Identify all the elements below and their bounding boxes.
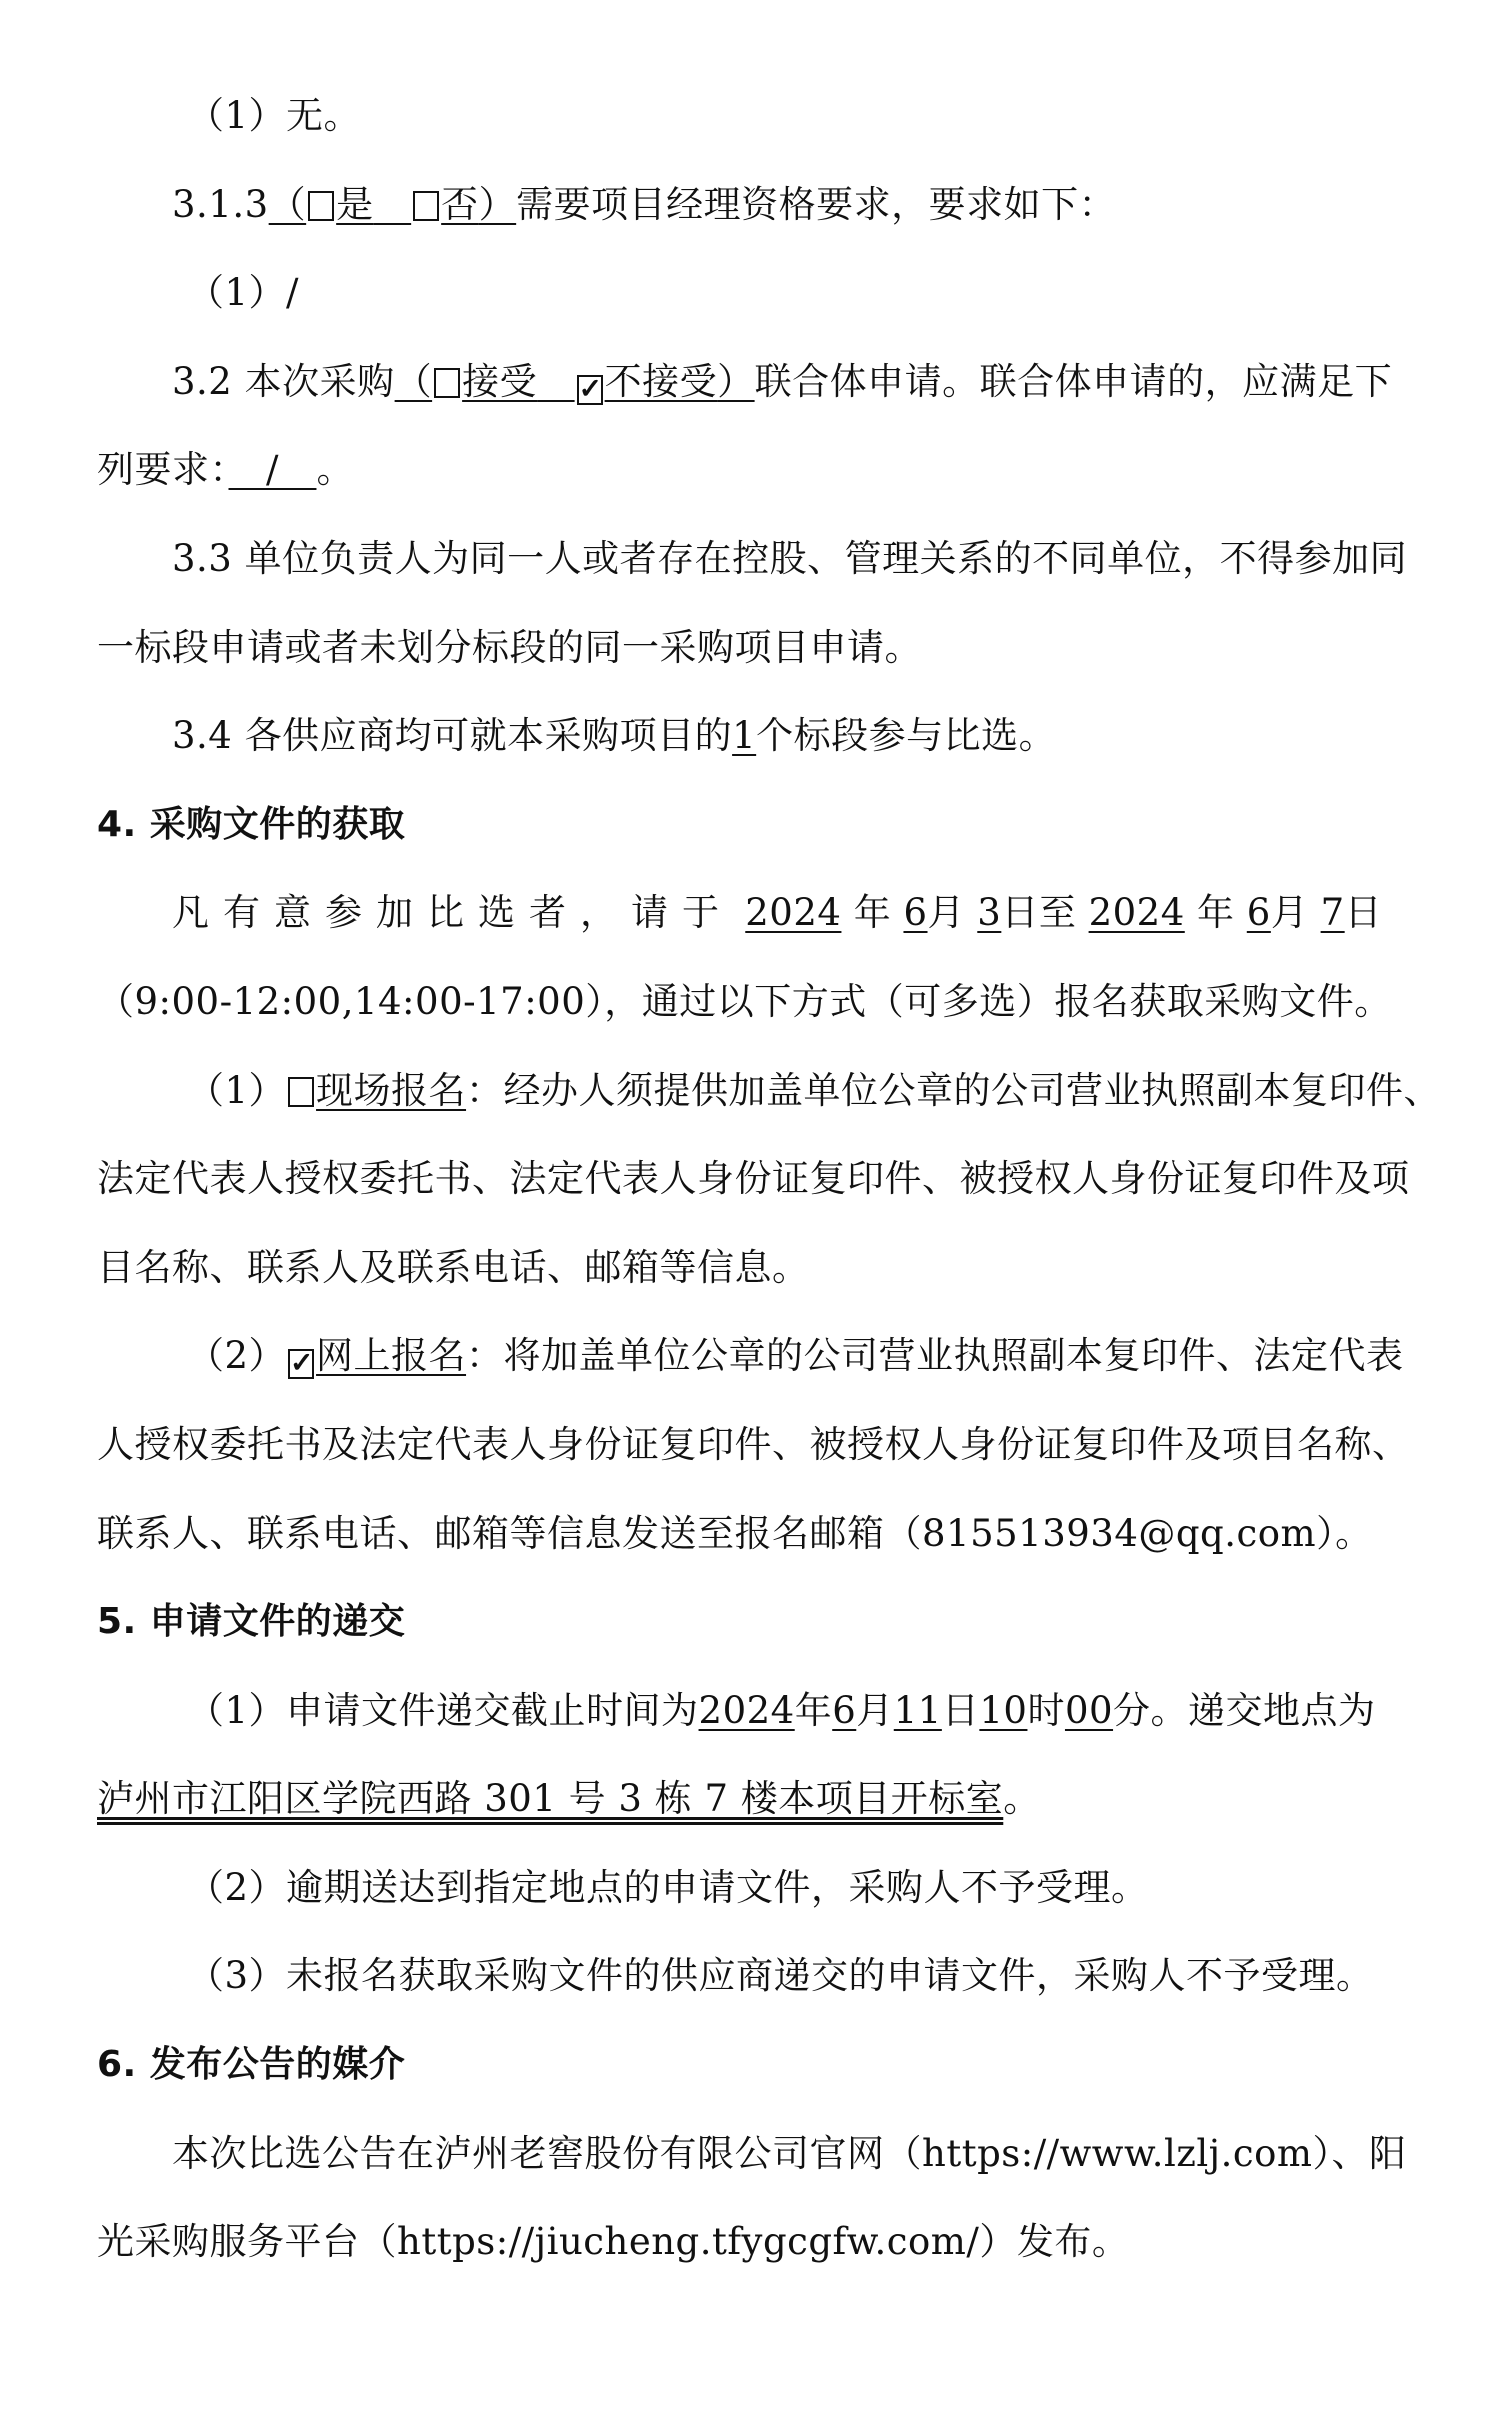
paren-close: ） [478,182,517,226]
text: 时 [1027,1688,1065,1732]
yes-no-options [269,183,517,226]
text: 日 [941,1688,980,1732]
accept-options [395,360,755,403]
checkbox-checked-icon[interactable]: ✓ [578,371,603,405]
online-registration-cont1: 人授权委托书及法定代表人身份证复印件、被授权人身份证复印件及项目名称、 [97,1422,1410,1466]
section-5-heading: 5. 申请文件的递交 [97,1601,406,1643]
clause-text: 需要项目经理资格要求，要求如下： [516,182,1117,226]
deadline-hour: 10 [979,1688,1028,1732]
consortium-line [97,338,1415,427]
paren-open: （ [394,359,433,403]
option-label: 网上报名 [316,1334,467,1378]
text: 月 [927,891,966,935]
text: 分。递交地点为 [1113,1688,1376,1732]
media-line1: 本次比选公告在泸州老窖股份有限公司官网（https://www.lzlj.com）、阳 [172,2131,1407,2175]
checkbox-unchecked-icon[interactable] [288,1077,314,1107]
checkbox-unchecked-icon[interactable] [434,368,460,398]
start-year: 2024 [745,891,842,935]
onsite-registration [97,1047,1442,1136]
blank-value: / [228,448,317,492]
submission-deadline [97,1667,1415,1756]
item-number: （2） [187,1334,287,1378]
line-slash: （1）/ [187,271,300,315]
text: 年 [1197,891,1235,935]
text: 月 [856,1688,894,1732]
item-number: （1） [187,1068,287,1112]
text: 。 [316,448,354,492]
late-submission-note: （2）逾期送达到指定地点的申请文件，采购人不予受理。 [187,1865,1149,1909]
registration-hours: （9:00-12:00,14:00-17:00），通过以下方式（可多选）报名获取采购文件。 [97,979,1392,1023]
end-month: 6 [1246,891,1271,935]
option-accept: 接受 [462,359,538,403]
requirements-line [97,426,1415,515]
clause-number: 3.2 本次采购 [172,359,395,403]
paren-close: ） [717,359,755,403]
checkbox-checked-icon[interactable]: ✓ [290,1346,315,1380]
online-registration [97,1312,1415,1401]
line-none: （1）无。 [187,94,362,137]
clause-3-4 [97,692,1415,781]
start-month: 6 [903,891,928,935]
option-no: 否 [441,182,479,226]
onsite-registration-cont1: 法定代表人授权委托书、法定代表人身份证复印件、被授权人身份证复印件及项 [97,1157,1410,1201]
text: 个标段参与比选。 [756,714,1057,758]
text: ：经办人须提供加盖单位公章的公司营业执照副本复印件、 [466,1068,1442,1112]
media-line2: 光采购服务平台（https://jiucheng.tfygcgfw.com/）发布。 [97,2220,1130,2264]
text: 年 [794,1688,833,1732]
lot-count: 1 [732,714,757,758]
onsite-option [286,1069,466,1112]
registration-dates [97,869,1415,958]
deadline-year: 2024 [698,1688,795,1732]
section-6-heading: 6. 发布公告的媒介 [97,2044,406,2086]
online-registration-cont2: 联系人、联系电话、邮箱等信息发送至报名邮箱（815513934@qq.com）。 [97,1511,1373,1555]
option-yes: 是 [336,182,374,226]
pm-qualification-line [97,161,1415,250]
section-4-heading: 4. 采购文件的获取 [97,803,406,845]
online-option [286,1334,467,1380]
clause-number: 3.1.3 [172,182,269,226]
spacer [537,360,575,403]
onsite-registration-cont2: 目名称、联系人及联系电话、邮箱等信息。 [97,1245,810,1289]
clause-text: 联合体申请。联合体申请的，应满足下 [754,359,1393,403]
deadline-minute: 00 [1064,1688,1114,1732]
spacer [374,183,412,226]
paren-open: （ [268,182,307,226]
text: 日至 [1001,891,1077,935]
clause-3-3-line2: 一标段申请或者未划分标段的同一采购项目申请。 [97,625,922,669]
end-day: 7 [1320,891,1345,935]
text: 列要求： [97,448,229,492]
checkbox-unchecked-icon[interactable] [413,191,439,221]
text: 3.4 各供应商均可就本采购项目的 [172,714,733,758]
start-day: 3 [977,891,1002,935]
option-reject: 不接受 [604,359,718,403]
text: 凡有意参加比选者，请于 [172,891,733,935]
submission-address-line [97,1755,1415,1844]
text: 月 [1270,891,1309,935]
submission-address: 泸州市江阳区学院西路 301 号 3 栋 7 楼本项目开标室 [97,1777,1004,1821]
text: 日 [1344,891,1383,935]
text: 年 [853,891,892,935]
option-label: 现场报名 [316,1068,467,1112]
unregistered-note: （3）未报名获取采购文件的供应商递交的申请文件，采购人不予受理。 [187,1954,1374,1998]
clause-3-3-line1: 3.3 单位负责人为同一人或者存在控股、管理关系的不同单位，不得参加同 [172,536,1408,580]
text: 。 [1003,1777,1041,1821]
deadline-month: 6 [832,1688,857,1732]
end-year: 2024 [1088,891,1185,935]
deadline-day: 11 [893,1688,942,1732]
document-page [97,72,1442,2287]
text: ：将加盖单位公章的公司营业执照副本复印件、法定代表 [466,1334,1404,1378]
checkbox-unchecked-icon[interactable] [308,191,334,221]
text: （1）申请文件递交截止时间为 [187,1688,699,1732]
